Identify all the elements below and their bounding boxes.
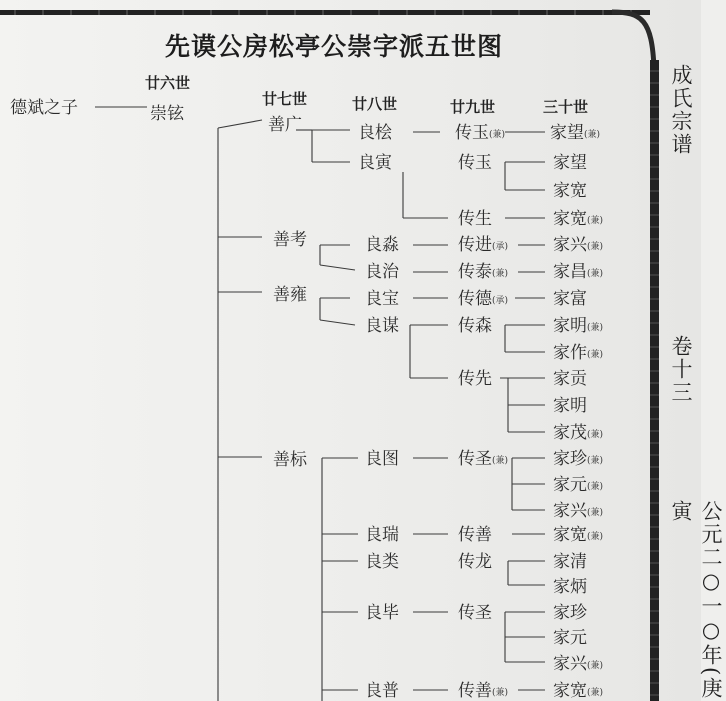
g29-name: 传生 bbox=[458, 209, 492, 229]
generation-header-28: 廿八世 bbox=[352, 95, 398, 113]
g30-name: 家元(兼) bbox=[553, 475, 604, 495]
g28-name: 良治 bbox=[365, 262, 399, 282]
side-year-label: 公元二○一○年(庚寅 bbox=[669, 500, 723, 701]
g27-name: 善广 bbox=[268, 115, 302, 135]
g28-name: 良毕 bbox=[365, 603, 399, 623]
g29-name: 传善 bbox=[458, 525, 492, 545]
g30-name: 家贡 bbox=[553, 369, 587, 389]
g30-name: 家珍(兼) bbox=[553, 449, 604, 469]
g28-name: 良谋 bbox=[365, 316, 399, 336]
g30-name: 家昌(兼) bbox=[553, 262, 604, 282]
g30-name: 家富 bbox=[553, 289, 587, 309]
g30-name: 家兴(兼) bbox=[553, 654, 604, 674]
g28-name: 良类 bbox=[365, 552, 399, 572]
side-volume-label: 卷十三 bbox=[669, 335, 693, 404]
g27-name: 善考 bbox=[273, 230, 307, 250]
g28-name: 良桧 bbox=[358, 123, 392, 143]
g30-name: 家明(兼) bbox=[553, 316, 604, 336]
g28-name: 良寅 bbox=[358, 153, 392, 173]
g29-name: 传先 bbox=[458, 369, 492, 389]
g28-name: 良瑞 bbox=[365, 525, 399, 545]
side-book-title: 成氏宗谱 bbox=[669, 64, 693, 156]
g29-name: 传德(承) bbox=[458, 289, 509, 309]
g30-name: 家珍 bbox=[553, 603, 587, 623]
root-name: 崇铉 bbox=[150, 104, 184, 124]
g30-name: 家茂(兼) bbox=[553, 423, 604, 443]
g29-name: 传进(承) bbox=[458, 235, 509, 255]
generation-header-27: 廿七世 bbox=[262, 90, 308, 108]
g27-name: 善标 bbox=[273, 450, 307, 470]
g30-name: 家望(兼) bbox=[550, 123, 601, 143]
g30-name: 家宽(兼) bbox=[553, 525, 604, 545]
g29-name: 传圣 bbox=[458, 603, 492, 623]
g28-name: 良普 bbox=[365, 681, 399, 701]
g28-name: 良图 bbox=[365, 449, 399, 469]
g30-name: 家望 bbox=[553, 153, 587, 173]
generation-header-29: 廿九世 bbox=[450, 98, 496, 116]
generation-header-26: 廿六世 bbox=[145, 74, 191, 92]
g29-name: 传森 bbox=[458, 316, 492, 336]
g29-name: 传玉(兼) bbox=[455, 123, 506, 143]
g30-name: 家宽 bbox=[553, 181, 587, 201]
g30-name: 家炳 bbox=[553, 577, 587, 597]
g28-name: 良宝 bbox=[365, 289, 399, 309]
g30-name: 家明 bbox=[553, 396, 587, 416]
g30-name: 家宽(兼) bbox=[553, 209, 604, 229]
g29-name: 传善(兼) bbox=[458, 681, 509, 701]
g28-name: 良淼 bbox=[365, 235, 399, 255]
g27-name: 善雍 bbox=[273, 285, 307, 305]
g30-name: 家兴(兼) bbox=[553, 235, 604, 255]
generation-header-30: 三十世 bbox=[543, 98, 589, 116]
g30-name: 家元 bbox=[553, 628, 587, 648]
g29-name: 传圣(兼) bbox=[458, 449, 509, 469]
g30-name: 家兴(兼) bbox=[553, 501, 604, 521]
g30-name: 家宽(兼) bbox=[553, 681, 604, 701]
chart-title: 先谟公房松亭公崇字派五世图 bbox=[165, 32, 504, 61]
g29-name: 传龙 bbox=[458, 552, 492, 572]
g29-name: 传玉 bbox=[458, 153, 492, 173]
g30-name: 家作(兼) bbox=[553, 343, 604, 363]
origin-label: 德斌之子 bbox=[10, 98, 78, 118]
g30-name: 家清 bbox=[553, 552, 587, 572]
g29-name: 传泰(兼) bbox=[458, 262, 509, 282]
